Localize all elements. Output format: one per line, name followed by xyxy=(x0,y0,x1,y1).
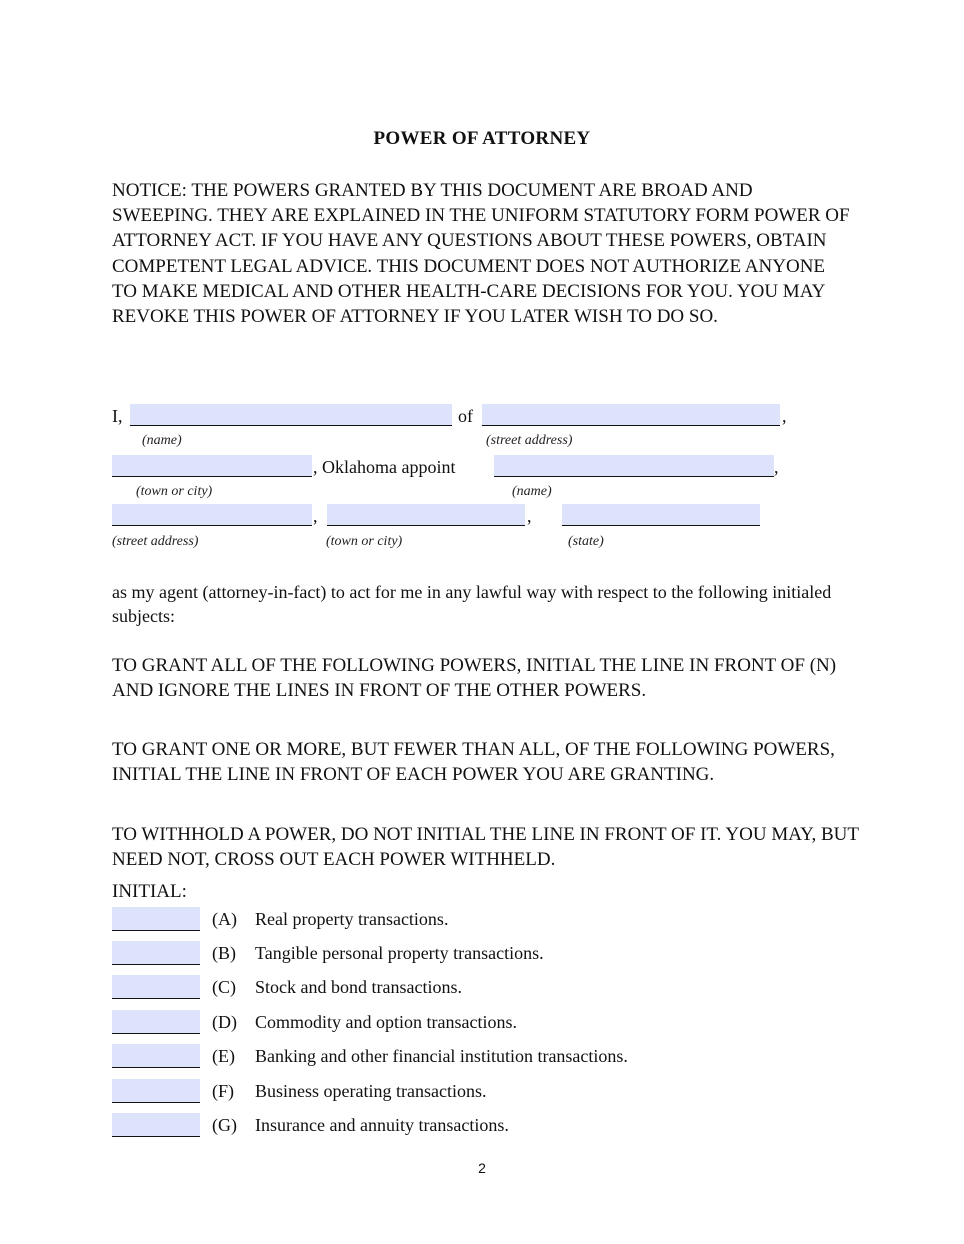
agent-name-field[interactable] xyxy=(494,455,774,477)
agent-street-address-field[interactable] xyxy=(112,504,312,526)
initial-field-e[interactable] xyxy=(112,1044,200,1068)
power-description: Stock and bond transactions. xyxy=(255,977,462,997)
initial-field-f[interactable] xyxy=(112,1079,200,1103)
initial-field-a[interactable] xyxy=(112,907,200,931)
comma: , xyxy=(527,506,532,526)
power-letter: (D) xyxy=(212,1012,237,1032)
agent-state-field[interactable] xyxy=(562,504,760,526)
comma: , xyxy=(782,406,787,426)
principal-name-field[interactable] xyxy=(130,404,452,426)
comma: , xyxy=(313,506,318,526)
oklahoma-appoint: , Oklahoma appoint xyxy=(313,457,456,477)
instruction-grant-some: TO GRANT ONE OR MORE, BUT FEWER THAN ALL, OF THE FOLLOWING POWERS, INITIAL THE LINE IN FRONT OF EACH POWER YOU ARE GRANTING. xyxy=(112,739,835,785)
power-letter: (C) xyxy=(212,977,236,997)
power-letter: (E) xyxy=(212,1046,235,1066)
power-letter: (A) xyxy=(212,909,237,929)
initial-field-b[interactable] xyxy=(112,941,200,965)
instruction-withhold: TO WITHHOLD A POWER, DO NOT INITIAL THE LINE IN FRONT OF IT. YOU MAY, BUT NEED NOT, CROSS OUT EACH POWER WITHHELD. xyxy=(112,824,859,870)
caption-agent-town-or-city: (town or city) xyxy=(326,534,403,549)
power-letter: (F) xyxy=(212,1081,234,1101)
caption-name: (name) xyxy=(142,433,182,448)
comma: , xyxy=(774,457,779,477)
power-description: Banking and other financial institution transactions. xyxy=(255,1046,628,1066)
principal-town-field[interactable] xyxy=(112,455,312,477)
document-title: POWER OF ATTORNEY xyxy=(373,128,591,149)
initial-field-g[interactable] xyxy=(112,1113,200,1137)
agent-town-field[interactable] xyxy=(327,504,525,526)
of-word: of xyxy=(458,406,473,426)
prefix-i: I, xyxy=(112,406,123,426)
notice-paragraph: NOTICE: THE POWERS GRANTED BY THIS DOCUMENT ARE BROAD AND SWEEPING. THEY ARE EXPLAINED IN THE UNIFORM STATUTORY FORM POWER OF ATTORNEY ACT. IF YOU HAVE ANY QUESTIONS ABOUT THESE POWERS, OBTAIN COMPETENT LEGAL ADVICE. THIS DOCUMENT DOES NOT AUTHORIZE ANYONE TO MAKE MEDICAL AND OTHER HEALTH-CARE DECISIONS FOR YOU. YOU MAY REVOKE THIS POWER OF ATTORNEY IF YOU LATER WISH TO DO SO. xyxy=(112,180,850,328)
principal-street-address-field[interactable] xyxy=(482,404,780,426)
initial-field-d[interactable] xyxy=(112,1010,200,1034)
power-letter: (G) xyxy=(212,1115,237,1135)
power-description: Insurance and annuity transactions. xyxy=(255,1115,509,1135)
power-letter: (B) xyxy=(212,943,236,963)
power-description: Tangible personal property transactions. xyxy=(255,943,544,963)
power-description: Real property transactions. xyxy=(255,909,449,929)
caption-agent-street-address: (street address) xyxy=(112,534,199,549)
initial-field-c[interactable] xyxy=(112,975,200,999)
page-number: 2 xyxy=(478,1160,486,1176)
caption-agent-name: (name) xyxy=(512,484,552,499)
initial-label: INITIAL: xyxy=(112,881,187,902)
agent-paragraph: as my agent (attorney-in-fact) to act for me in any lawful way with respect to the following initialed subjects: xyxy=(112,582,832,626)
power-description: Business operating transactions. xyxy=(255,1081,487,1101)
power-description: Commodity and option transactions. xyxy=(255,1012,517,1032)
caption-street-address: (street address) xyxy=(486,433,573,448)
caption-state: (state) xyxy=(568,534,604,549)
instruction-grant-all: TO GRANT ALL OF THE FOLLOWING POWERS, INITIAL THE LINE IN FRONT OF (N) AND IGNORE THE LINES IN FRONT OF THE OTHER POWERS. xyxy=(112,655,837,701)
caption-town-or-city: (town or city) xyxy=(136,484,213,499)
